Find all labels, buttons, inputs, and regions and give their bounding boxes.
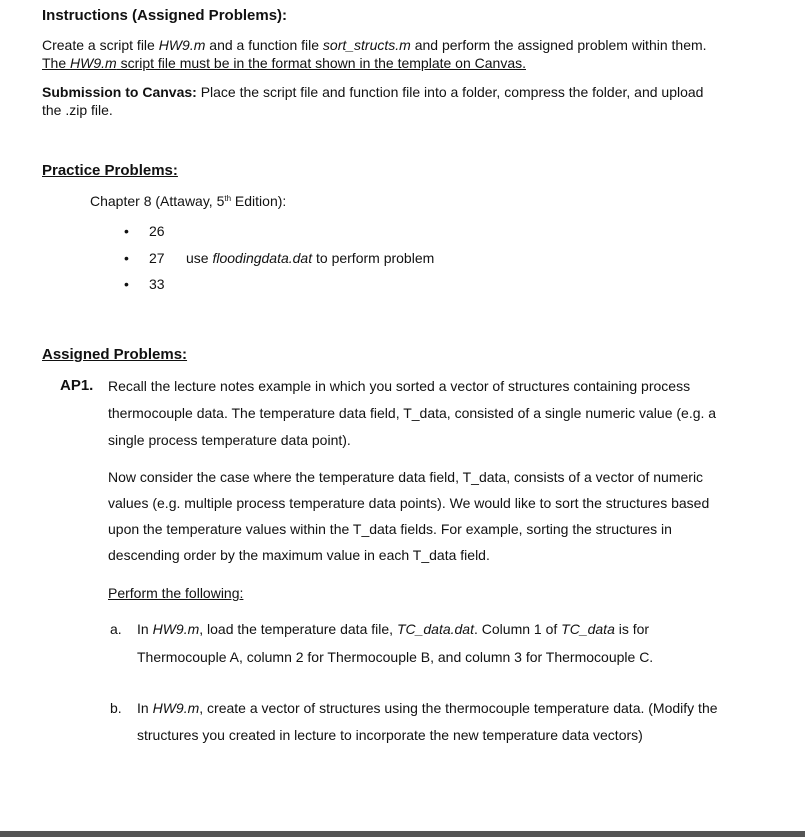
submission-text-2: the .zip file.	[42, 102, 113, 118]
submission-text-1: Place the script file and function file into a folder, compress the folder, and upload	[196, 84, 704, 100]
step-b-pre: In	[137, 700, 153, 716]
instructions-line-1-pre: Create a script file	[42, 37, 159, 53]
para1-line-3: single process temperature data point).	[108, 432, 351, 448]
practice-item-33: 33	[149, 276, 165, 292]
note-post: to perform problem	[312, 250, 435, 266]
step-b-line-2: structures you created in lecture to incorporate the new temperature data vectors)	[137, 727, 643, 743]
page-bottom-border	[0, 831, 805, 837]
para1-line-2: thermocouple data. The temperature data field, T_data, consisted of a single numeric value (e.g. a	[108, 405, 717, 421]
step-b-line-1	[137, 700, 718, 716]
submission-line-1	[42, 84, 703, 100]
function-filename: sort_structs.m	[322, 37, 411, 53]
bullet-dot-1: •	[124, 223, 129, 239]
para2-line-2: values (e.g. multiple process temperature data points). We would like to sort the structures based	[108, 495, 710, 511]
para2-line-3: upon the temperature values within the T_data fields. For example, sorting the structures in	[108, 521, 672, 537]
note-file: floodingdata.dat	[212, 250, 313, 266]
practice-item-26: 26	[149, 223, 165, 239]
step-a-post: is for	[614, 621, 650, 637]
step-a-mid: , load the temperature data file,	[199, 621, 397, 637]
instructions-line-2-pre: The	[42, 55, 71, 71]
instructions-line-1-post: and perform the assigned problem within them.	[410, 37, 707, 53]
para2-line-1: Now consider the case where the temperature data field, T_data, consists of a vector of numeric	[108, 469, 704, 485]
para1-line-1: Recall the lecture notes example in which you sorted a vector of structures containing process	[108, 378, 691, 394]
practice-item-27-note	[186, 250, 434, 266]
script-filename-2: HW9.m	[70, 55, 117, 71]
step-a-label: a.	[110, 621, 122, 637]
note-pre: use	[186, 250, 213, 266]
chapter-sup: th	[224, 194, 232, 203]
step-a-file-1: HW9.m	[152, 621, 200, 637]
script-filename: HW9.m	[158, 37, 206, 53]
perform-heading: Perform the following:	[108, 585, 244, 601]
step-a-line-1	[137, 621, 649, 637]
step-a-mid-2: . Column 1 of	[474, 621, 562, 637]
step-a-file-3: TC_data	[561, 621, 615, 637]
step-b-post: , create a vector of structures using the thermocouple temperature data. (Modify the	[199, 700, 718, 716]
instructions-line-1	[42, 37, 707, 53]
step-a-file-2: TC_data.dat	[396, 621, 474, 637]
instructions-line-2	[42, 55, 526, 71]
bullet-dot-2: •	[124, 250, 129, 266]
instructions-heading: Instructions (Assigned Problems):	[42, 7, 288, 24]
step-b-label: b.	[110, 700, 122, 716]
practice-item-27: 27	[149, 250, 165, 266]
chapter-post: Edition):	[231, 193, 287, 209]
instructions-line-2-post: script file must be in the format shown in the template on Canvas.	[116, 55, 526, 71]
practice-chapter	[90, 193, 286, 209]
step-b-file: HW9.m	[152, 700, 200, 716]
practice-heading: Practice Problems:	[42, 162, 178, 179]
bullet-dot-3: •	[124, 276, 129, 292]
chapter-pre: Chapter 8 (Attaway, 5	[90, 193, 225, 209]
para2-line-4: descending order by the maximum value in each T_data field.	[108, 547, 490, 563]
step-a-line-2: Thermocouple A, column 2 for Thermocouple B, and column 3 for Thermocouple C.	[137, 649, 654, 665]
submission-label: Submission to Canvas:	[42, 84, 197, 100]
step-a-pre: In	[137, 621, 153, 637]
instructions-line-1-mid: and a function file	[205, 37, 323, 53]
assigned-heading: Assigned Problems:	[42, 346, 188, 363]
ap1-label: AP1.	[60, 377, 94, 394]
